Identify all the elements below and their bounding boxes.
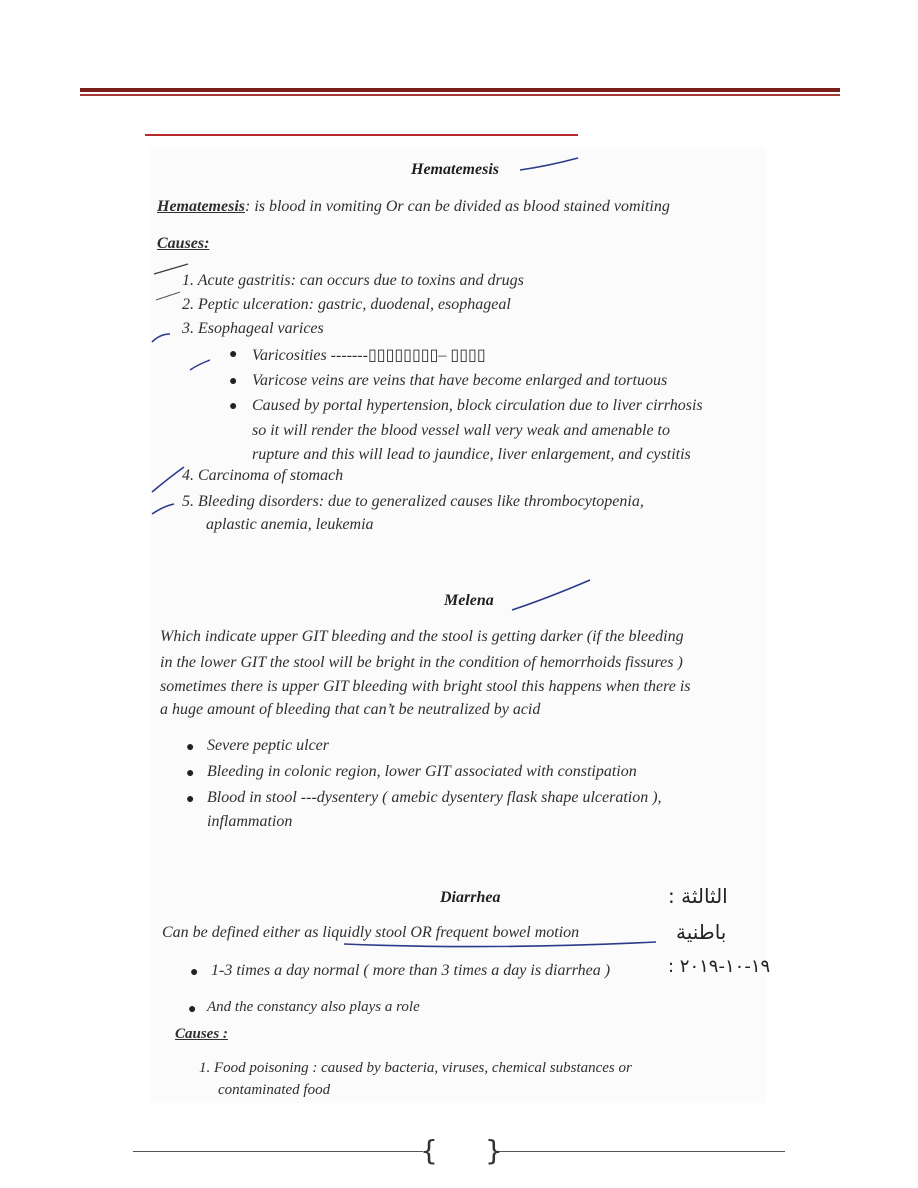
diarrhea-cause-item: 1. Food poisoning : caused by bacteria, viruses, chemical substances or: [199, 1060, 632, 1076]
definition-term: Hematemesis: [157, 198, 245, 215]
cause-item: 4. Carcinoma of stomach: [182, 467, 344, 484]
diarrhea-cause-item-cont: contaminated food: [218, 1082, 331, 1098]
cause-item-cont: aplastic anemia, leukemia: [206, 516, 374, 533]
hematemesis-definition: [157, 198, 670, 216]
footer-rule-left: [133, 1151, 423, 1152]
melena-paragraph-line: a huge amount of bleeding that can’t be neutralized by acid: [160, 701, 541, 718]
cause-item: 5. Bleeding disorders: due to generalized causes like thrombocytopenia,: [182, 493, 644, 510]
varices-bullet-cont: so it will render the blood vessel wall very weak and amenable to: [252, 422, 670, 439]
header-rule-thick: [80, 88, 840, 92]
handwritten-note-line: الثالثة :: [668, 884, 728, 908]
melena-bullet: Bleeding in colonic region, lower GIT associated with constipation: [207, 763, 637, 780]
ink-check-mark: [508, 578, 594, 614]
melena-bullet-cont: inflammation: [207, 813, 293, 830]
footer-open-bracket: {: [420, 1134, 438, 1167]
bullet-icon: ●: [186, 792, 195, 807]
diarrhea-definition: Can be defined either as liquidly stool OR frequent bowel motion: [162, 924, 580, 941]
varices-bullet: Varicosities -------▯▯▯▯▯▯▯▯– ▯▯▯▯: [252, 347, 486, 364]
handwritten-note-line: باطنية: [676, 920, 727, 944]
bullet-icon: ●: [186, 766, 195, 781]
footer-rule-right: [497, 1151, 785, 1152]
varices-bullet: Varicose veins are veins that have become enlarged and tortuous: [252, 372, 668, 389]
cause-item: 3. Esophageal varices: [182, 320, 324, 337]
bullet-icon: ●: [186, 740, 195, 755]
bullet-icon: ●: [229, 399, 238, 414]
melena-paragraph-line: Which indicate upper GIT bleeding and the stool is getting darker (if the bleeding: [160, 628, 684, 645]
margin-ink-marks: [150, 262, 210, 522]
handwritten-note-line: ١٩-١٠-٢٠١٩ :: [668, 956, 771, 977]
diarrhea-causes-heading: Causes :: [175, 1026, 228, 1042]
header-rule-thin: [80, 94, 840, 96]
bullet-icon: ●: [229, 374, 238, 389]
melena-bullet: Severe peptic ulcer: [207, 737, 330, 754]
cause-item: 2. Peptic ulceration: gastric, duodenal, esophageal: [182, 296, 511, 313]
melena-paragraph-line: in the lower GIT the stool will be bright in the condition of hemorrhoids fissures ): [160, 654, 683, 671]
diarrhea-bullet: And the constancy also plays a role: [207, 999, 420, 1015]
footer-close-bracket: }: [485, 1134, 503, 1167]
varices-bullet: Caused by portal hypertension, block circulation due to liver cirrhosis: [252, 397, 703, 414]
ink-check-mark: [518, 156, 582, 174]
bullet-icon: ●: [190, 965, 199, 980]
melena-bullet: Blood in stool ---dysentery ( amebic dysentery flask shape ulceration ),: [207, 789, 662, 806]
melena-paragraph-line: sometimes there is upper GIT bleeding with bright stool this happens when there is: [160, 678, 691, 695]
bullet-icon: ●: [229, 347, 238, 362]
varices-bullet-cont: rupture and this will lead to jaundice, liver enlargement, and cystitis: [252, 446, 691, 463]
melena-title: Melena: [444, 592, 494, 609]
cause-item: 1. Acute gastritis: can occurs due to toxins and drugs: [182, 272, 524, 289]
causes-heading: Causes:: [157, 235, 210, 252]
bullet-icon: ●: [188, 1002, 197, 1017]
diarrhea-bullet: 1-3 times a day normal ( more than 3 times a day is diarrhea ): [211, 962, 611, 979]
section-red-underline: [145, 134, 578, 136]
hematemesis-title: Hematemesis: [411, 161, 499, 178]
ink-underline: [340, 938, 660, 952]
definition-text: : is blood in vomiting Or can be divided as blood stained vomiting: [244, 198, 670, 215]
diarrhea-title: Diarrhea: [440, 889, 501, 906]
